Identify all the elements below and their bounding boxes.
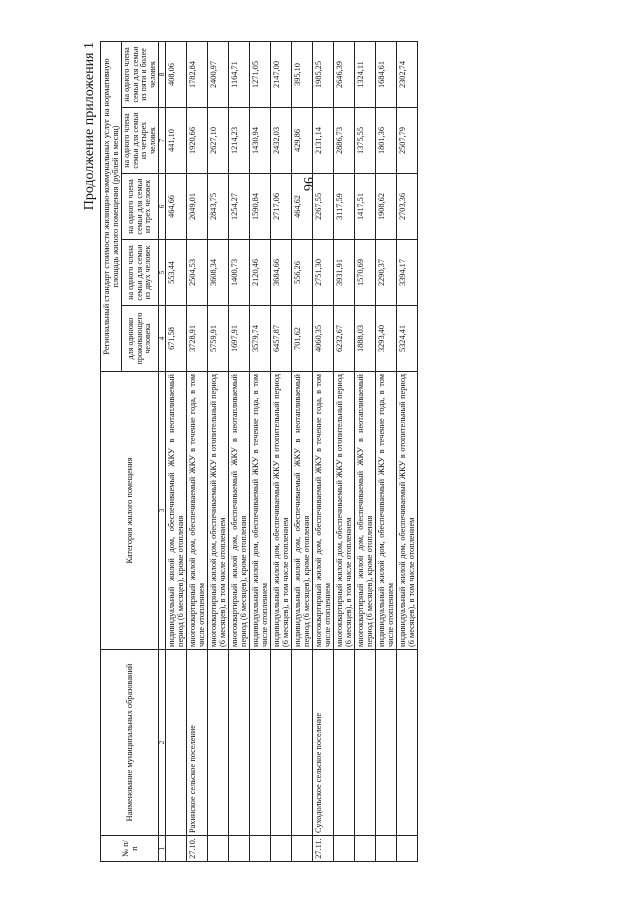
row-value: 2267,55 — [313, 174, 334, 240]
row-value: 5324,41 — [397, 306, 418, 372]
row-value: 2131,14 — [313, 108, 334, 174]
header-sub-5: на одного члена семьи для семьи из пяти и более человек — [122, 42, 159, 108]
row-num: 27.11. — [313, 836, 334, 862]
table-row — [397, 42, 418, 862]
row-value: 2290,37 — [376, 240, 397, 306]
table-row — [292, 42, 313, 862]
index-cell: 2 — [159, 650, 166, 836]
row-value: 1888,03 — [355, 306, 376, 372]
row-value: 1375,55 — [355, 108, 376, 174]
row-num — [166, 836, 187, 862]
table-row — [166, 42, 187, 862]
index-cell: 3 — [159, 372, 166, 650]
row-value: 441,10 — [166, 108, 187, 174]
row-value: 1400,73 — [229, 240, 250, 306]
row-num — [271, 836, 292, 862]
row-name — [229, 650, 250, 836]
row-name — [250, 650, 271, 836]
row-category: многоквартирный жилой дом, обеспечиваемый ЖКУ в неотапливаемый период (6 месяцев), кроме отопления — [229, 372, 250, 650]
row-value: 2751,30 — [313, 240, 334, 306]
row-value: 1254,27 — [229, 174, 250, 240]
table-row — [313, 42, 334, 862]
row-value: 4060,35 — [313, 306, 334, 372]
row-category: многоквартирный жилой дом, обеспечиваемый ЖКУ в неотапливаемый период (6 месяцев), кроме отопления — [355, 372, 376, 650]
row-value: 464,66 — [166, 174, 187, 240]
rotated-page — [80, 42, 550, 862]
cost-standard-table — [100, 41, 418, 862]
header-standard: Региональный стандарт стоимости жилищно-коммунальных услуг на нормативную площадь жилого помещения (рублей в месяц) — [101, 42, 122, 372]
header-category: Категория жилого помещения — [101, 372, 159, 650]
row-num — [208, 836, 229, 862]
row-value: 2400,97 — [208, 42, 229, 108]
row-value: 1271,05 — [250, 42, 271, 108]
row-num — [292, 836, 313, 862]
table-row — [250, 42, 271, 862]
row-value: 5759,91 — [208, 306, 229, 372]
row-value: 1684,61 — [376, 42, 397, 108]
row-value: 1417,51 — [355, 174, 376, 240]
row-value: 2432,03 — [271, 108, 292, 174]
row-num: 27.10. — [187, 836, 208, 862]
header-name: Наименование муниципальных образований — [101, 650, 159, 836]
row-value: 2646,39 — [334, 42, 355, 108]
row-value: 3293,40 — [376, 306, 397, 372]
row-value: 429,86 — [292, 108, 313, 174]
row-num — [334, 836, 355, 862]
row-value: 1430,94 — [250, 108, 271, 174]
index-cell: 5 — [159, 240, 166, 306]
row-value: 395,10 — [292, 42, 313, 108]
row-value: 701,62 — [292, 306, 313, 372]
row-value: 1164,71 — [229, 42, 250, 108]
header-num: № п/п — [101, 836, 159, 862]
continuation-title: Продолжение приложения 1 — [82, 42, 97, 211]
row-value: 1570,69 — [355, 240, 376, 306]
row-num — [376, 836, 397, 862]
row-value: 1985,25 — [313, 42, 334, 108]
row-num — [355, 836, 376, 862]
row-value: 408,06 — [166, 42, 187, 108]
header-sub-4: на одного члена семьи для семьи из четырех человек — [122, 108, 159, 174]
index-cell: 1 — [159, 836, 166, 862]
row-name — [166, 650, 187, 836]
row-category: индивидуальный жилой дом, обеспечиваемый ЖКУ в течение года, в том числе отоплением — [250, 372, 271, 650]
row-name — [292, 650, 313, 836]
table-row — [229, 42, 250, 862]
row-name — [208, 650, 229, 836]
index-cell: 8 — [159, 42, 166, 108]
row-value: 3579,74 — [250, 306, 271, 372]
row-value: 3728,91 — [187, 306, 208, 372]
row-value: 1908,62 — [376, 174, 397, 240]
row-value: 1801,36 — [376, 108, 397, 174]
row-value: 2147,00 — [271, 42, 292, 108]
row-num — [229, 836, 250, 862]
row-value: 3394,17 — [397, 240, 418, 306]
row-category: многоквартирный жилой дом, обеспечиваемый ЖКУ в течение года, в том числе отоплением — [187, 372, 208, 650]
index-cell: 6 — [159, 174, 166, 240]
row-value: 2703,36 — [397, 174, 418, 240]
row-value: 2302,74 — [397, 42, 418, 108]
row-value: 464,62 — [292, 174, 313, 240]
row-value: 553,44 — [166, 240, 187, 306]
row-value: 2717,06 — [271, 174, 292, 240]
row-value: 3931,91 — [334, 240, 355, 306]
row-value: 6457,87 — [271, 306, 292, 372]
index-cell: 7 — [159, 108, 166, 174]
table-header — [101, 42, 166, 862]
row-value: 1920,66 — [187, 108, 208, 174]
row-value: 3684,66 — [271, 240, 292, 306]
row-name — [355, 650, 376, 836]
table-row — [208, 42, 229, 862]
row-name — [334, 650, 355, 836]
table-body — [166, 42, 418, 862]
table-row — [355, 42, 376, 862]
row-name — [271, 650, 292, 836]
row-value: 1590,84 — [250, 174, 271, 240]
page-number: 96 — [300, 177, 315, 191]
row-value: 556,26 — [292, 240, 313, 306]
row-category: индивидуальный жилой дом, обеспечиваемый ЖКУ в отопительный период (6 месяцев), в том числе отоплением — [397, 372, 418, 650]
row-value: 2507,79 — [397, 108, 418, 174]
row-name: Суходольское сельское поселение — [313, 650, 334, 836]
row-value: 2120,46 — [250, 240, 271, 306]
row-category: индивидуальный жилой дом, обеспечиваемый ЖКУ в неотапливаемый период (6 месяцев), кроме отопления — [166, 372, 187, 650]
table-row — [271, 42, 292, 862]
table-row — [187, 42, 208, 862]
row-name — [397, 650, 418, 836]
row-category: многоквартирный жилой дом, обеспечиваемый ЖКУ в отопительный период (6 месяцев), в том числе отоплением — [208, 372, 229, 650]
row-category: индивидуальный жилой дом, обеспечиваемый ЖКУ в неотапливаемый период (6 месяцев), кроме отопления — [292, 372, 313, 650]
row-category: многоквартирный жилой дом, обеспечиваемый ЖКУ в отопительный период (6 месяцев), в том числе отоплением — [334, 372, 355, 650]
table-row — [376, 42, 397, 862]
row-value: 1214,23 — [229, 108, 250, 174]
row-category: индивидуальный жилой дом, обеспечиваемый ЖКУ в отопительный период (6 месяцев), в том числе отоплением — [271, 372, 292, 650]
table-row — [334, 42, 355, 862]
row-value: 3117,59 — [334, 174, 355, 240]
row-value: 671,58 — [166, 306, 187, 372]
row-num — [250, 836, 271, 862]
header-sub-2: на одного члена семьи для семьи из двух человек — [122, 240, 159, 306]
row-value: 2049,01 — [187, 174, 208, 240]
row-value: 2504,53 — [187, 240, 208, 306]
row-value: 3608,34 — [208, 240, 229, 306]
row-name: Рахинское сельское поселение — [187, 650, 208, 836]
row-value: 6232,67 — [334, 306, 355, 372]
row-value: 2886,73 — [334, 108, 355, 174]
row-name — [376, 650, 397, 836]
row-category: многоквартирный жилой дом, обеспечиваемый ЖКУ в течение года, в том числе отоплением — [313, 372, 334, 650]
row-category: индивидуальный жилой дом, обеспечиваемый ЖКУ в течение года, в том числе отоплением — [376, 372, 397, 650]
row-value: 1324,11 — [355, 42, 376, 108]
header-sub-3: на одного члена семьи для семьи из трех человек — [122, 174, 159, 240]
row-value: 1782,84 — [187, 42, 208, 108]
row-value: 1697,91 — [229, 306, 250, 372]
row-num — [397, 836, 418, 862]
header-sub-1: для одиноко проживающего человека — [122, 306, 159, 372]
row-value: 2843,75 — [208, 174, 229, 240]
index-cell: 4 — [159, 306, 166, 372]
row-value: 2627,10 — [208, 108, 229, 174]
